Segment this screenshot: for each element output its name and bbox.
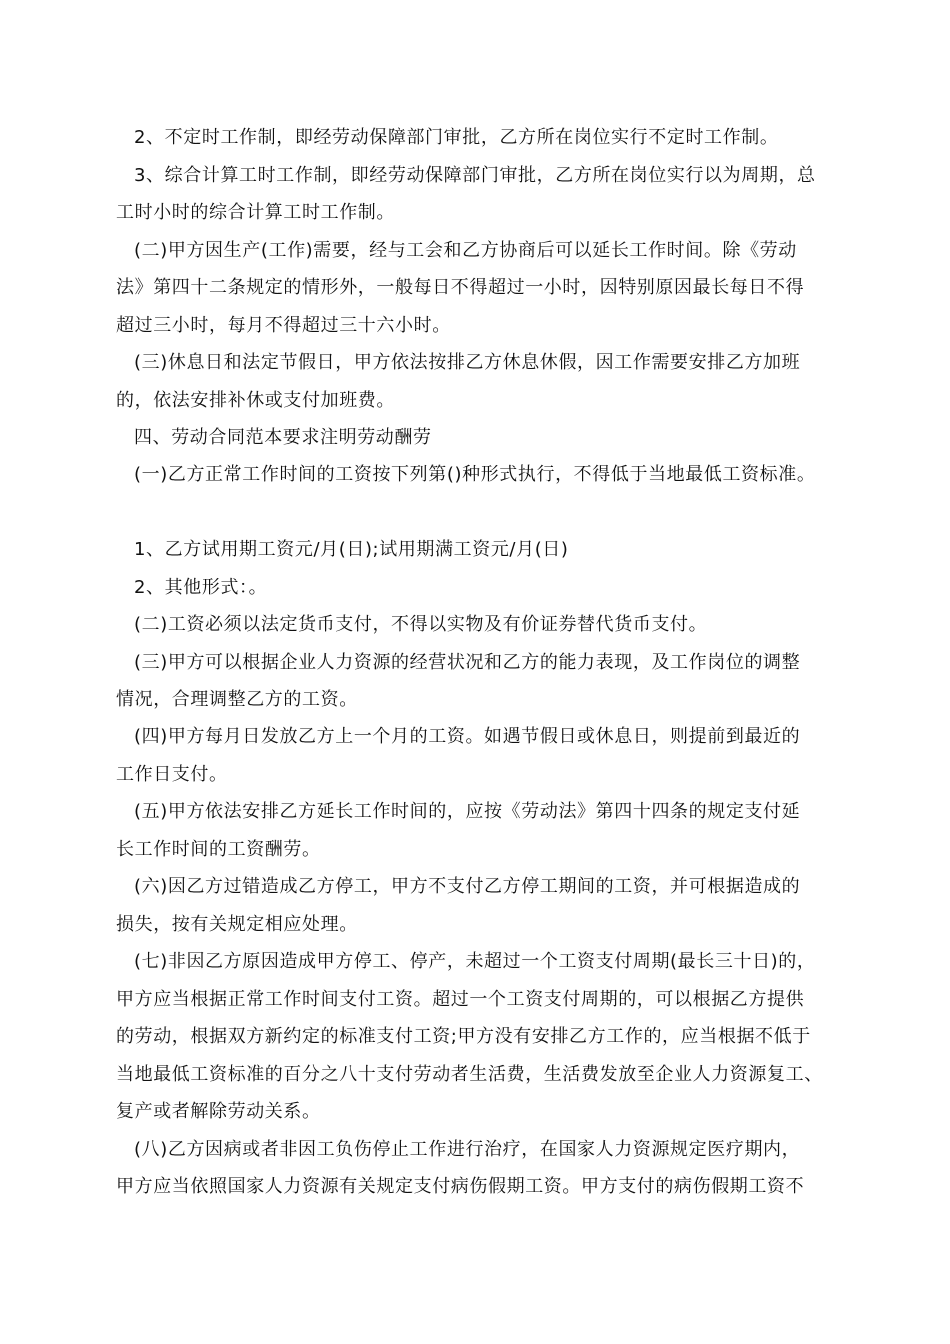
text-line: 甲方应当依照国家人力资源有关规定支付病伤假期工资。甲方支付的病伤假期工资不	[116, 1176, 805, 1197]
text-line: 工作日支付。	[116, 764, 228, 785]
text-line: 2、不定时工作制，即经劳动保障部门审批，乙方所在岗位实行不定时工作制。	[134, 127, 779, 148]
text-line: 3、综合计算工时工作制，即经劳动保障部门审批，乙方所在岗位实行以为周期，总	[134, 165, 816, 186]
text-line: 当地最低工资标准的百分之八十支付劳动者生活费，生活费发放至企业人力资源复工、	[116, 1064, 823, 1085]
text-line: 的，依法安排补休或支付加班费。	[116, 390, 395, 411]
text-line: 甲方应当根据正常工作时间支付工资。超过一个工资支付周期的，可以根据乙方提供	[116, 989, 805, 1010]
text-line: (二)甲方因生产(工作)需要，经与工会和乙方协商后可以延长工作时间。除《劳动	[134, 240, 797, 261]
text-line: 复产或者解除劳动关系。	[116, 1101, 321, 1122]
text-line: 情况，合理调整乙方的工资。	[116, 689, 358, 710]
text-line: 损失，按有关规定相应处理。	[116, 914, 358, 935]
text-line: (六)因乙方过错造成乙方停工，甲方不支付乙方停工期间的工资，并可根据造成的	[134, 876, 801, 897]
text-line: (七)非因乙方原因造成甲方停工、停产，未超过一个工资支付周期(最长三十日)的，	[134, 951, 816, 972]
text-line: (三)甲方可以根据企业人力资源的经营状况和乙方的能力表现，及工作岗位的调整	[134, 652, 801, 673]
text-line: 1、乙方试用期工资元/月(日);试用期满工资元/月(日)	[134, 539, 569, 560]
text-line: (四)甲方每月日发放乙方上一个月的工资。如遇节假日或休息日，则提前到最近的	[134, 726, 801, 747]
text-line: (八)乙方因病或者非因工负伤停止工作进行治疗，在国家人力资源规定医疗期内，	[134, 1139, 801, 1160]
text-line: 工时小时的综合计算工时工作制。	[116, 202, 395, 223]
text-line: (三)休息日和法定节假日，甲方依法按排乙方休息休假，因工作需要安排乙方加班	[134, 352, 801, 373]
text-line: 长工作时间的工资酬劳。	[116, 839, 321, 860]
text-line: (二)工资必须以法定货币支付，不得以实物及有价证券替代货币支付。	[134, 614, 708, 635]
text-line: (五)甲方依法安排乙方延长工作时间的，应按《劳动法》第四十四条的规定支付延	[134, 801, 801, 822]
text-line: 超过三小时，每月不得超过三十六小时。	[116, 315, 451, 336]
section-heading: 四、劳动合同范本要求注明劳动酬劳	[134, 427, 432, 448]
text-line: 的劳动，根据双方新约定的标准支付工资;甲方没有安排乙方工作的，应当根据不低于	[116, 1026, 811, 1047]
text-line: 2、其他形式：。	[134, 577, 268, 598]
text-line: 法》第四十二条规定的情形外，一般每日不得超过一小时，因特别原因最长每日不得	[116, 277, 805, 298]
text-line: (一)乙方正常工作时间的工资按下列第()种形式执行，不得低于当地最低工资标准。	[134, 464, 816, 485]
